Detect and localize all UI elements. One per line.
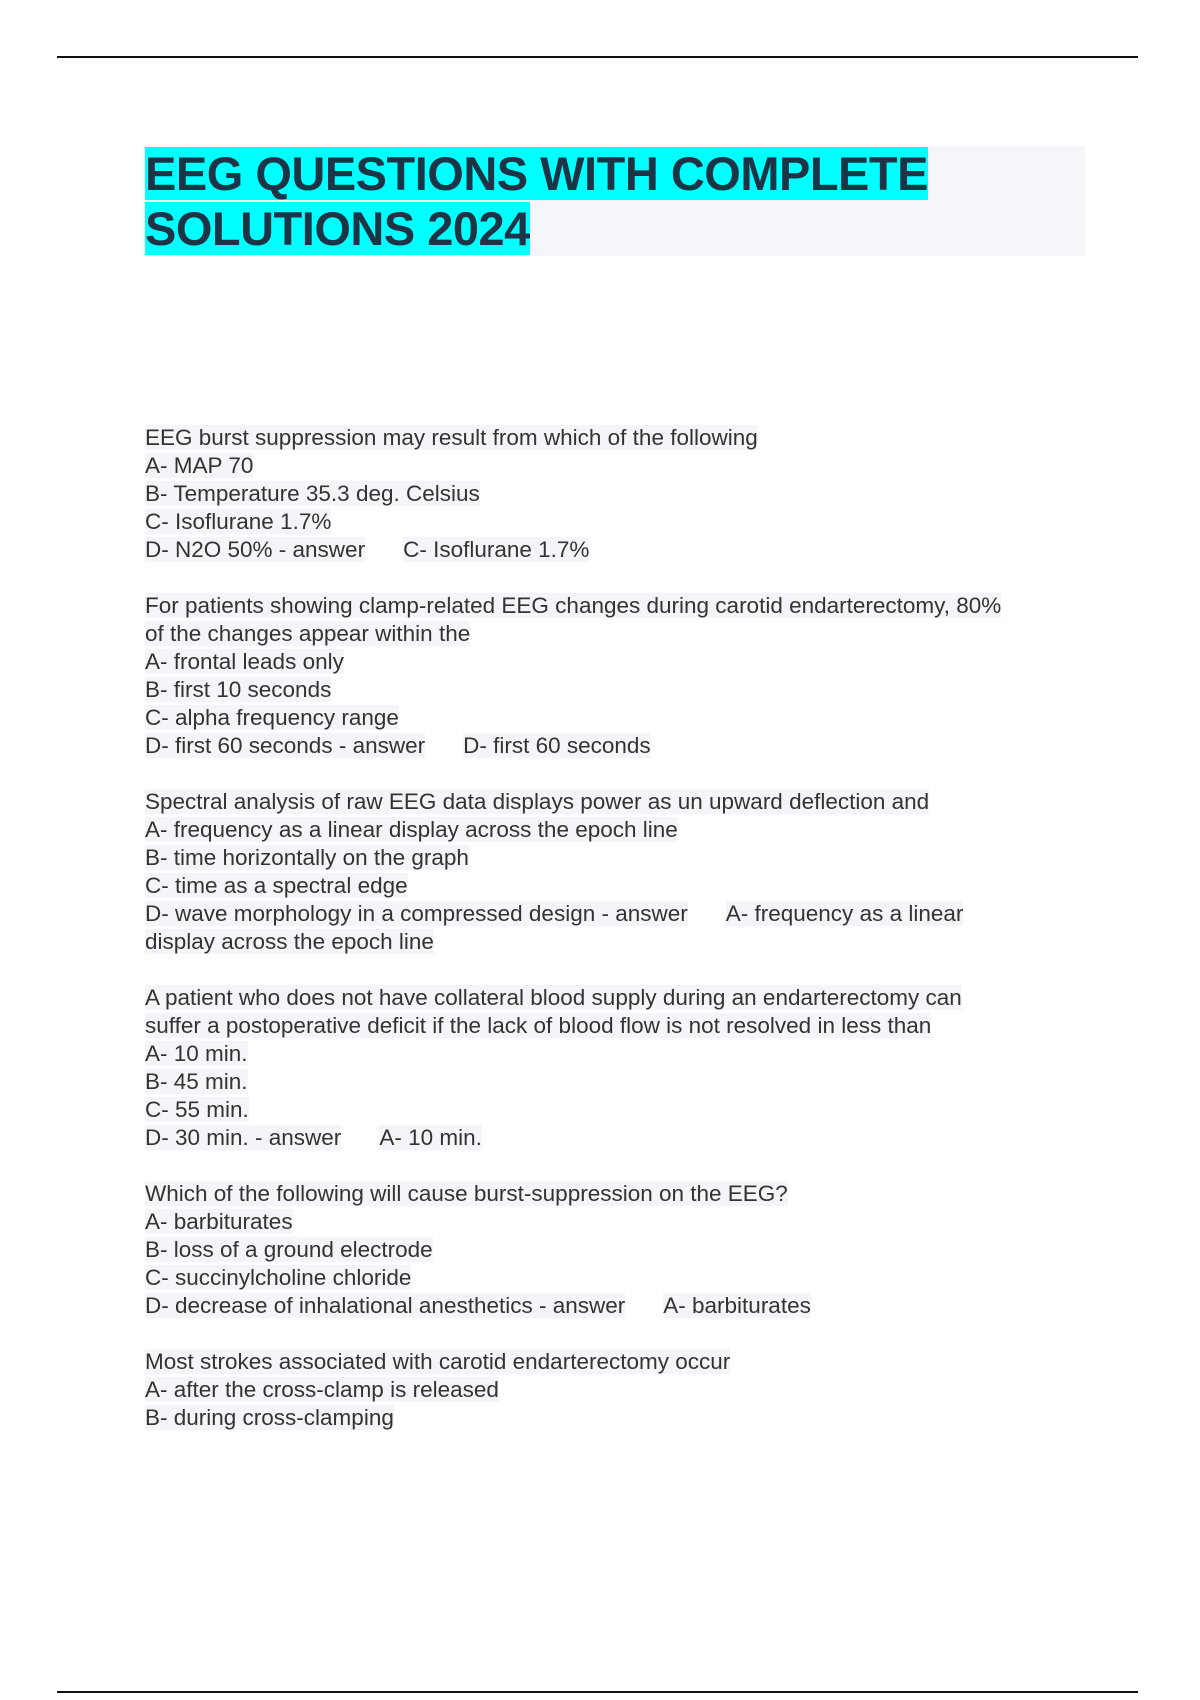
answer-option-text: A- MAP 70 xyxy=(145,453,254,478)
answer-option-text: C- succinylcholine chloride xyxy=(145,1265,412,1290)
answer-option-text: D- first 60 seconds - answer xyxy=(145,733,426,758)
answer-option-text: D- 30 min. - answer xyxy=(145,1125,342,1150)
document-title: EEG QUESTIONS WITH COMPLETE SOLUTIONS 2024 xyxy=(145,147,928,255)
answer-option-text: B- during cross-clamping xyxy=(145,1405,394,1430)
correct-answer: A- frequency as a linear xyxy=(725,901,964,926)
answer-option xyxy=(145,1236,1085,1264)
correct-answer-continued-text: display across the epoch line xyxy=(145,929,434,954)
question-stem xyxy=(145,620,1085,648)
answer-option xyxy=(145,536,1085,564)
answer-option-text: B- Temperature 35.3 deg. Celsius xyxy=(145,481,480,506)
question-stem-text: Spectral analysis of raw EEG data displays power as un upward deflection and xyxy=(145,789,930,814)
answer-option-text: B- time horizontally on the graph xyxy=(145,845,469,870)
question-stem-text: A patient who does not have collateral blood supply during an endarterectomy can xyxy=(145,985,962,1010)
answer-option xyxy=(145,676,1085,704)
correct-answer: A- 10 min. xyxy=(379,1125,482,1150)
answer-option xyxy=(145,900,1085,928)
answer-option-text: A- 10 min. xyxy=(145,1041,248,1066)
question-stem-text: For patients showing clamp-related EEG changes during carotid endarterectomy, 80% xyxy=(145,593,1002,618)
question-block xyxy=(145,1180,1085,1320)
answer-option xyxy=(145,1208,1085,1236)
answer-option xyxy=(145,1040,1085,1068)
question-stem xyxy=(145,1012,1085,1040)
answer-option xyxy=(145,1096,1085,1124)
question-block xyxy=(145,424,1085,564)
answer-option-text: A- barbiturates xyxy=(145,1209,293,1234)
question-stem xyxy=(145,424,1085,452)
answer-option xyxy=(145,872,1085,900)
answer-option-text: A- frequency as a linear display across the epoch line xyxy=(145,817,678,842)
question-block xyxy=(145,788,1085,956)
question-stem-text: suffer a postoperative deficit if the lack of blood flow is not resolved in less than xyxy=(145,1013,932,1038)
answer-option xyxy=(145,816,1085,844)
answer-option xyxy=(145,704,1085,732)
question-stem xyxy=(145,592,1085,620)
answer-option-text: A- frontal leads only xyxy=(145,649,344,674)
question-stem xyxy=(145,984,1085,1012)
question-stem xyxy=(145,1348,1085,1376)
answer-option-text: C- 55 min. xyxy=(145,1097,249,1122)
answer-option xyxy=(145,480,1085,508)
answer-option-text: C- alpha frequency range xyxy=(145,705,399,730)
answer-option xyxy=(145,648,1085,676)
answer-option xyxy=(145,1068,1085,1096)
top-rule xyxy=(57,56,1138,58)
question-block xyxy=(145,592,1085,760)
answer-option xyxy=(145,1404,1085,1432)
question-stem-text: Most strokes associated with carotid endarterectomy occur xyxy=(145,1349,731,1374)
answer-option-text: B- first 10 seconds xyxy=(145,677,332,702)
correct-answer-continued xyxy=(145,928,1085,956)
answer-option-text: D- N2O 50% - answer xyxy=(145,537,366,562)
answer-option-text: D- wave morphology in a compressed design - answer xyxy=(145,901,688,926)
answer-option xyxy=(145,844,1085,872)
question-list xyxy=(145,424,1085,1460)
correct-answer: C- Isoflurane 1.7% xyxy=(403,537,590,562)
question-stem xyxy=(145,1180,1085,1208)
answer-option xyxy=(145,732,1085,760)
answer-option-text: D- decrease of inhalational anesthetics - answer xyxy=(145,1293,626,1318)
answer-option xyxy=(145,452,1085,480)
answer-option-text: C- Isoflurane 1.7% xyxy=(145,509,332,534)
answer-option xyxy=(145,1124,1085,1152)
answer-option xyxy=(145,508,1085,536)
question-block xyxy=(145,984,1085,1152)
answer-option-text: A- after the cross-clamp is released xyxy=(145,1377,499,1402)
question-stem-text: EEG burst suppression may result from which of the following xyxy=(145,425,758,450)
bottom-rule xyxy=(57,1691,1138,1693)
answer-option xyxy=(145,1264,1085,1292)
answer-option xyxy=(145,1292,1085,1320)
question-stem xyxy=(145,788,1085,816)
question-stem-text: of the changes appear within the xyxy=(145,621,471,646)
correct-answer: A- barbiturates xyxy=(663,1293,811,1318)
question-stem-text: Which of the following will cause burst-suppression on the EEG? xyxy=(145,1181,788,1206)
question-block xyxy=(145,1348,1085,1432)
answer-option xyxy=(145,1376,1085,1404)
correct-answer: D- first 60 seconds xyxy=(463,733,651,758)
answer-option-text: B- loss of a ground electrode xyxy=(145,1237,433,1262)
answer-option-text: C- time as a spectral edge xyxy=(145,873,408,898)
answer-option-text: B- 45 min. xyxy=(145,1069,248,1094)
